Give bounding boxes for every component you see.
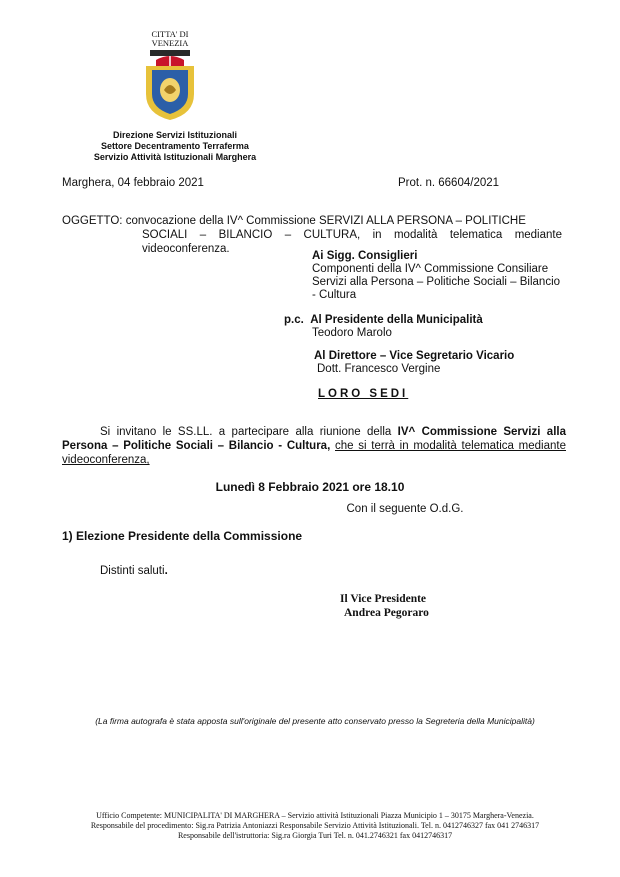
department-line-3: Servizio Attività Istituzionali Marghera (93, 152, 257, 162)
signer-name: Andrea Pegoraro (344, 607, 429, 619)
subject-text-1: convocazione della IV^ Commissione SERVIZI ALLA PERSONA – POLITICHE (122, 215, 526, 227)
city-crest-icon (140, 50, 200, 125)
recipient-1-line: Servizi alla Persona – Politiche Sociali – Bilancio (312, 276, 561, 288)
closing-text: Distinti saluti (100, 565, 165, 577)
subject-text-2: SOCIALI – BILANCIO – CULTURA, in modalità telematica mediante videoconferenza. (142, 229, 562, 255)
recipient-1-line: - Cultura (312, 289, 357, 301)
pc-prefix: p.c. (284, 314, 304, 326)
closing (100, 565, 168, 577)
department-line-1: Direzione Servizi Istituzionali (112, 130, 238, 140)
city-line-1: CITTA' DI (151, 29, 189, 39)
body-text-start: Si invitano le SS.LL. a partecipare alla riunione della (100, 426, 398, 438)
recipient-2-name: Teodoro Marolo (312, 327, 392, 339)
recipient-councillors (312, 250, 566, 302)
recipient-1-title: Ai Sigg. Consiglieri (312, 250, 418, 262)
department-line-2: Settore Decentramento Terraferma (101, 141, 249, 151)
city-logo-text (140, 30, 200, 48)
footer-line-2: Responsabile del procedimento: Sig.ra Patrizia Antoniazzi Responsabile Servizio Attività Istituzionali. Tel. n. 0412746327 fax 041 2746317 (90, 821, 540, 830)
commission-name: IV^ Commissione Servizi alla Persona – Politiche Sociali – Bilancio - Cultura, (62, 426, 566, 452)
recipient-2-title: Al Presidente della Municipalità (310, 314, 483, 326)
closing-dot: . (164, 565, 168, 577)
signature-block (340, 592, 429, 620)
subject-label: OGGETTO: (62, 215, 123, 227)
agenda-item: 1) Elezione Presidente della Commissione (62, 529, 303, 543)
signature-note: (La firma autografa è stata apposta sull'originale del presente atto conservato presso la Segreteria della Municipalità) (95, 716, 535, 726)
place-date: Marghera, 04 febbraio 2021 (62, 177, 204, 189)
footer-line-3: Responsabile dell'istruttoria: Sig.ra Giorgia Turi Tel. n. 041.2746321 fax 0412746317 (177, 831, 453, 840)
recipient-president (284, 314, 483, 340)
loro-sedi: LORO SEDI (318, 388, 409, 400)
recipient-3-title: Al Direttore – Vice Segretario Vicario (314, 350, 515, 362)
city-line-2: VENEZIA (151, 38, 189, 48)
meeting-datetime: Lunedì 8 Febbraio 2021 ore 18.10 (215, 480, 405, 494)
footer-line-1: Ufficio Competente: MUNICIPALITA' DI MARGHERA – Servizio attività Istituzionali Piazza Municipio 1 – 30175 Marghera-Venezia. (96, 811, 534, 820)
protocol-number: Prot. n. 66604/2021 (398, 177, 500, 189)
agenda-intro: Con il seguente O.d.G. (346, 503, 464, 515)
signer-role: Il Vice Presidente (340, 593, 427, 605)
modality-text: che si terrà in modalità telematica mediante videoconferenza, (62, 440, 566, 466)
department-header (70, 130, 280, 163)
recipient-1-line: Componenti della IV^ Commissione Consiliare (312, 263, 549, 275)
invitation-paragraph (62, 425, 566, 467)
recipient-3-name: Dott. Francesco Vergine (317, 363, 441, 375)
footer (40, 811, 590, 841)
recipient-director (314, 350, 514, 376)
